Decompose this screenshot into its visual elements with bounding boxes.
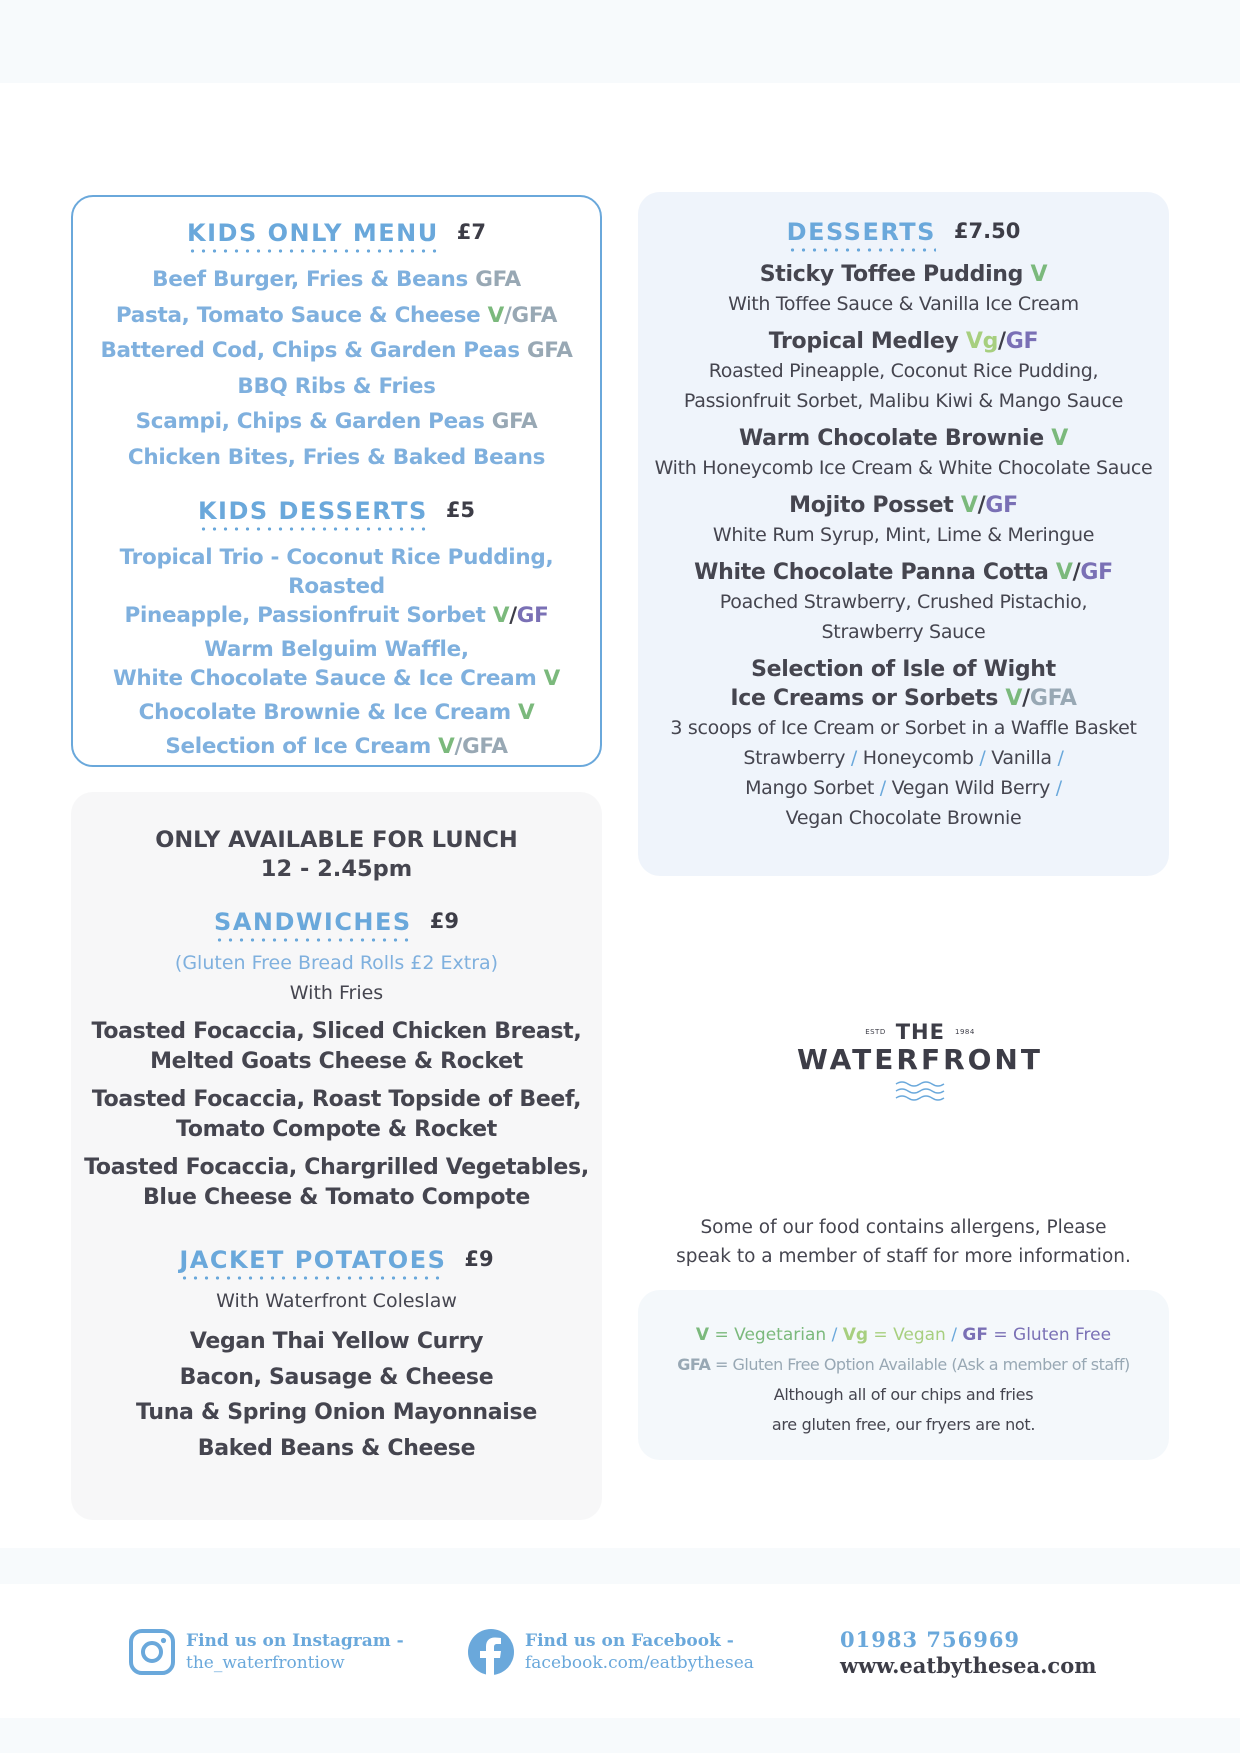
- dessert-description: Roasted Pineapple, Coconut Rice Pudding,: [708, 360, 1099, 382]
- dessert-item: [638, 260, 1169, 319]
- item-line: Toasted Focaccia, Sliced Chicken Breast,: [91, 1019, 582, 1044]
- item-name: Beef Burger, Fries & Beans: [152, 267, 469, 292]
- item-name: White Chocolate Sauce & Ice Cream: [113, 666, 537, 691]
- facebook-label: Find us on Facebook -: [525, 1631, 734, 1651]
- kids-dessert-item: [73, 635, 600, 693]
- item-name: Selection of Isle of Wight: [751, 657, 1056, 682]
- item-line: [73, 635, 600, 664]
- tag-separator: /: [503, 302, 512, 328]
- kids-menu-item: [73, 404, 600, 440]
- dessert-item: [638, 424, 1169, 483]
- vegetarian-tag: V: [1023, 262, 1048, 287]
- jacket-potato-item: Bacon, Sausage & Cheese: [179, 1364, 494, 1390]
- vegetarian-tag: V: [998, 686, 1023, 711]
- dessert-description: White Rum Syrup, Mint, Lime & Meringue: [712, 524, 1095, 546]
- dietary-key-line: [638, 1320, 1169, 1350]
- flavour: Vegan Wild Berry: [891, 777, 1051, 799]
- vegetarian-tag: V: [1043, 426, 1068, 451]
- item-name: Pineapple, Passionfruit Sorbet: [124, 603, 493, 628]
- vegetarian-tag: V: [1048, 560, 1073, 585]
- item-name: Tropical Medley: [768, 329, 959, 354]
- facebook-link[interactable]: [467, 1628, 754, 1676]
- allergen-note: [638, 1213, 1169, 1271]
- dietary-key-panel: [638, 1290, 1169, 1460]
- sandwiches-title: SANDWICHES: [214, 908, 412, 942]
- dessert-description: Passionfruit Sorbet, Malibu Kiwi & Mango Sauce: [683, 390, 1124, 412]
- flavour-separator: /: [873, 777, 892, 799]
- kids-desserts-header: [73, 497, 600, 531]
- logo-top-line: [780, 1020, 1060, 1044]
- item-line: Toasted Focaccia, Chargrilled Vegetables,: [84, 1155, 589, 1180]
- flavour-line: [638, 803, 1169, 833]
- dessert-name: [638, 491, 1169, 520]
- gluten-free-option-tag: GFA: [468, 267, 521, 292]
- instagram-icon: [128, 1628, 176, 1676]
- jacket-potatoes-title: JACKET POTATOES: [179, 1246, 446, 1280]
- item-name: Chicken Bites, Fries & Baked Beans: [127, 444, 546, 470]
- key-gf-label: = Gluten Free: [987, 1325, 1112, 1345]
- item-name: Sticky Toffee Pudding: [759, 262, 1024, 287]
- gluten-free-option-tag: GFA: [511, 302, 558, 328]
- item-line: Toasted Focaccia, Roast Topside of Beef,: [91, 1087, 582, 1112]
- gluten-free-tag: GF: [1080, 560, 1113, 585]
- lunch-availability: [71, 826, 602, 884]
- sandwich-item: [71, 1085, 602, 1144]
- kids-dessert-item: [73, 732, 600, 761]
- kids-menu-item: [73, 333, 600, 369]
- jacket-potatoes-header: [71, 1246, 602, 1280]
- item-line: [73, 601, 600, 630]
- item-name: Warm Belguim Waffle,: [204, 637, 469, 662]
- dessert-description: Strawberry Sauce: [821, 621, 986, 643]
- sandwich-item: [71, 1153, 602, 1212]
- vegan-tag: Vg: [958, 329, 999, 354]
- flavour-separator: /: [1050, 777, 1062, 799]
- dessert-name: [638, 684, 1169, 713]
- vegetarian-tag: V: [492, 603, 510, 628]
- item-line: Melted Goats Cheese & Rocket: [150, 1048, 523, 1074]
- flavour: Strawberry: [743, 747, 846, 769]
- instagram-handle[interactable]: the_waterfrontiow: [186, 1653, 345, 1673]
- sandwich-item: [71, 1017, 602, 1076]
- item-name: Battered Cod, Chips & Garden Peas: [100, 338, 520, 363]
- item-name: Warm Chocolate Brownie: [739, 426, 1044, 451]
- lunch-hours: 12 - 2.45pm: [260, 856, 413, 882]
- item-name: Ice Creams or Sorbets: [730, 686, 999, 711]
- item-line: [73, 698, 600, 727]
- dessert-name: [638, 558, 1169, 587]
- lunch-heading: ONLY AVAILABLE FOR LUNCH: [155, 827, 518, 853]
- tag-separator: /: [509, 603, 517, 628]
- allergen-note-line-1: Some of our food contains allergens, Please: [700, 1217, 1107, 1238]
- instagram-label: Find us on Instagram -: [186, 1631, 404, 1651]
- key-gf: GF: [962, 1325, 988, 1345]
- dessert-item: [638, 558, 1169, 647]
- gfa-key-line: [638, 1350, 1169, 1380]
- jacket-potato-item: Vegan Thai Yellow Curry: [189, 1329, 484, 1354]
- logo-the: THE: [895, 1020, 945, 1044]
- waterfront-logo: [780, 1020, 1060, 1104]
- key-v: V: [695, 1325, 710, 1345]
- fryer-note-line-1: Although all of our chips and fries: [773, 1385, 1034, 1404]
- desserts-list: [638, 260, 1169, 743]
- item-line: [73, 732, 600, 761]
- jacket-potato-item: Baked Beans & Cheese: [197, 1435, 476, 1461]
- dessert-description: With Toffee Sauce & Vanilla Ice Cream: [728, 293, 1079, 315]
- gluten-free-option-tag: GFA: [484, 409, 538, 434]
- vegetarian-tag: V: [510, 700, 535, 725]
- facebook-handle[interactable]: facebook.com/eatbythesea: [525, 1653, 754, 1673]
- flavour-separator: /: [973, 747, 992, 769]
- sandwiches-header: [71, 908, 602, 942]
- footer-divider-band: [0, 1548, 1240, 1584]
- kids-menu-item: [73, 298, 600, 334]
- gluten-free-bread-note: (Gluten Free Bread Rolls £2 Extra): [174, 952, 499, 974]
- vegetarian-tag: V: [430, 734, 455, 759]
- gluten-free-option-tag: GFA: [1029, 686, 1077, 711]
- item-line: Blue Cheese & Tomato Compote: [142, 1184, 531, 1210]
- tag-separator: /: [1072, 560, 1081, 585]
- dessert-name: [638, 655, 1169, 684]
- kids-menu-title: KIDS ONLY MENU: [187, 219, 439, 253]
- vegetarian-tag: V: [953, 493, 978, 518]
- item-name: Scampi, Chips & Garden Peas: [135, 409, 485, 434]
- kids-menu-list: [73, 262, 600, 475]
- fryer-note-line-2: are gluten free, our fryers are not.: [771, 1415, 1036, 1434]
- flavour-line: [638, 743, 1169, 773]
- desserts-header: [638, 218, 1169, 252]
- gluten-free-tag: GF: [1005, 329, 1039, 354]
- kids-menu-item: [73, 440, 600, 476]
- dessert-description: With Honeycomb Ice Cream & White Chocolate Sauce: [654, 457, 1153, 479]
- item-line: [73, 664, 600, 693]
- item-name: White Chocolate Panna Cotta: [694, 560, 1049, 585]
- kids-menu-price: £7: [456, 220, 486, 244]
- key-vg-label: = Vegan: [868, 1325, 952, 1345]
- item-name: Tropical Trio - Coconut Rice Pudding, Roasted: [119, 545, 554, 599]
- kids-menu-item: [73, 369, 600, 405]
- dessert-item: [638, 327, 1169, 416]
- jacket-potatoes-price: £9: [464, 1247, 494, 1271]
- key-separator: /: [831, 1325, 838, 1345]
- key-vg: Vg: [842, 1325, 869, 1345]
- jacket-potatoes-list: [71, 1324, 602, 1466]
- logo-year: 1984: [954, 1028, 975, 1036]
- lunch-panel: [71, 792, 602, 1520]
- kids-menu-item: [73, 262, 600, 298]
- kids-menu-header: [73, 219, 600, 253]
- dessert-item: [638, 491, 1169, 550]
- desserts-title: DESSERTS: [787, 218, 936, 252]
- desserts-panel: [638, 192, 1169, 876]
- dessert-name: [638, 327, 1169, 356]
- instagram-link[interactable]: [128, 1628, 404, 1676]
- jacket-potatoes-side-note: With Waterfront Coleslaw: [216, 1290, 457, 1312]
- waves-icon: [895, 1080, 945, 1104]
- kids-dessert-item: [73, 543, 600, 630]
- dessert-description: Poached Strawberry, Crushed Pistachio,: [719, 591, 1088, 613]
- kids-desserts-list: [73, 543, 600, 761]
- flavour: Vanilla: [991, 747, 1052, 769]
- sandwiches-side-note: With Fries: [289, 982, 384, 1004]
- kids-desserts-price: £5: [445, 498, 476, 522]
- item-name: Chocolate Brownie & Ice Cream: [138, 700, 511, 725]
- item-name: BBQ Ribs & Fries: [237, 373, 436, 399]
- tag-separator: /: [998, 329, 1006, 354]
- ice-cream-flavours-list: [638, 743, 1169, 833]
- sandwiches-price: £9: [429, 909, 459, 933]
- item-line: [73, 543, 600, 601]
- item-name: Pasta, Tomato Sauce & Cheese: [115, 302, 481, 328]
- flavour-separator: /: [845, 747, 863, 769]
- dessert-name: [638, 424, 1169, 453]
- tag-separator: /: [1022, 686, 1030, 711]
- bottom-band: [0, 1718, 1240, 1753]
- dessert-item: [638, 655, 1169, 743]
- logo-name: WATERFRONT: [797, 1043, 1043, 1076]
- allergen-note-line-2: speak to a member of staff for more information.: [676, 1246, 1131, 1267]
- gluten-free-option-tag: GFA: [519, 338, 573, 363]
- top-band: [0, 0, 1240, 83]
- contact-block: [840, 1627, 1096, 1679]
- sandwiches-list: [71, 1017, 602, 1212]
- flavour-separator: /: [1051, 747, 1064, 769]
- item-name: Selection of Ice Cream: [165, 734, 431, 759]
- vegetarian-tag: V: [536, 666, 560, 691]
- facebook-icon: [467, 1628, 515, 1676]
- flavour: Honeycomb: [862, 747, 974, 769]
- dessert-name: [638, 260, 1169, 289]
- logo-established: ESTD: [865, 1028, 886, 1036]
- key-gfa-label: = Gluten Free Option Available (Ask a member of staff): [710, 1355, 1130, 1374]
- kids-dessert-item: [73, 698, 600, 727]
- item-name: Mojito Posset: [789, 493, 954, 518]
- flavour-line: [638, 773, 1169, 803]
- phone-number[interactable]: 01983 756969: [840, 1627, 1021, 1652]
- website-link[interactable]: www.eatbythesea.com: [840, 1653, 1097, 1678]
- flavour: Vegan Chocolate Brownie: [785, 807, 1022, 829]
- kids-desserts-title: KIDS DESSERTS: [198, 497, 428, 531]
- key-gfa: GFA: [677, 1355, 711, 1374]
- footer: [0, 1623, 1240, 1703]
- item-line: Tomato Compote & Rocket: [176, 1116, 497, 1142]
- vegetarian-tag: V: [480, 302, 504, 328]
- key-v-label: = Vegetarian: [709, 1325, 832, 1345]
- key-separator: /: [951, 1325, 957, 1345]
- gluten-free-tag: GF: [985, 493, 1018, 518]
- gluten-free-tag: GF: [516, 603, 549, 628]
- jacket-potato-item: Tuna & Spring Onion Mayonnaise: [136, 1400, 537, 1425]
- gluten-free-option-tag: GFA: [462, 734, 508, 759]
- tag-separator: /: [977, 493, 986, 518]
- flavour: Mango Sorbet: [745, 777, 874, 799]
- desserts-price: £7.50: [953, 219, 1021, 243]
- kids-menu-panel: [71, 195, 602, 767]
- tag-separator: /: [454, 734, 463, 759]
- dessert-description: 3 scoops of Ice Cream or Sorbet in a Waffle Basket: [670, 717, 1137, 739]
